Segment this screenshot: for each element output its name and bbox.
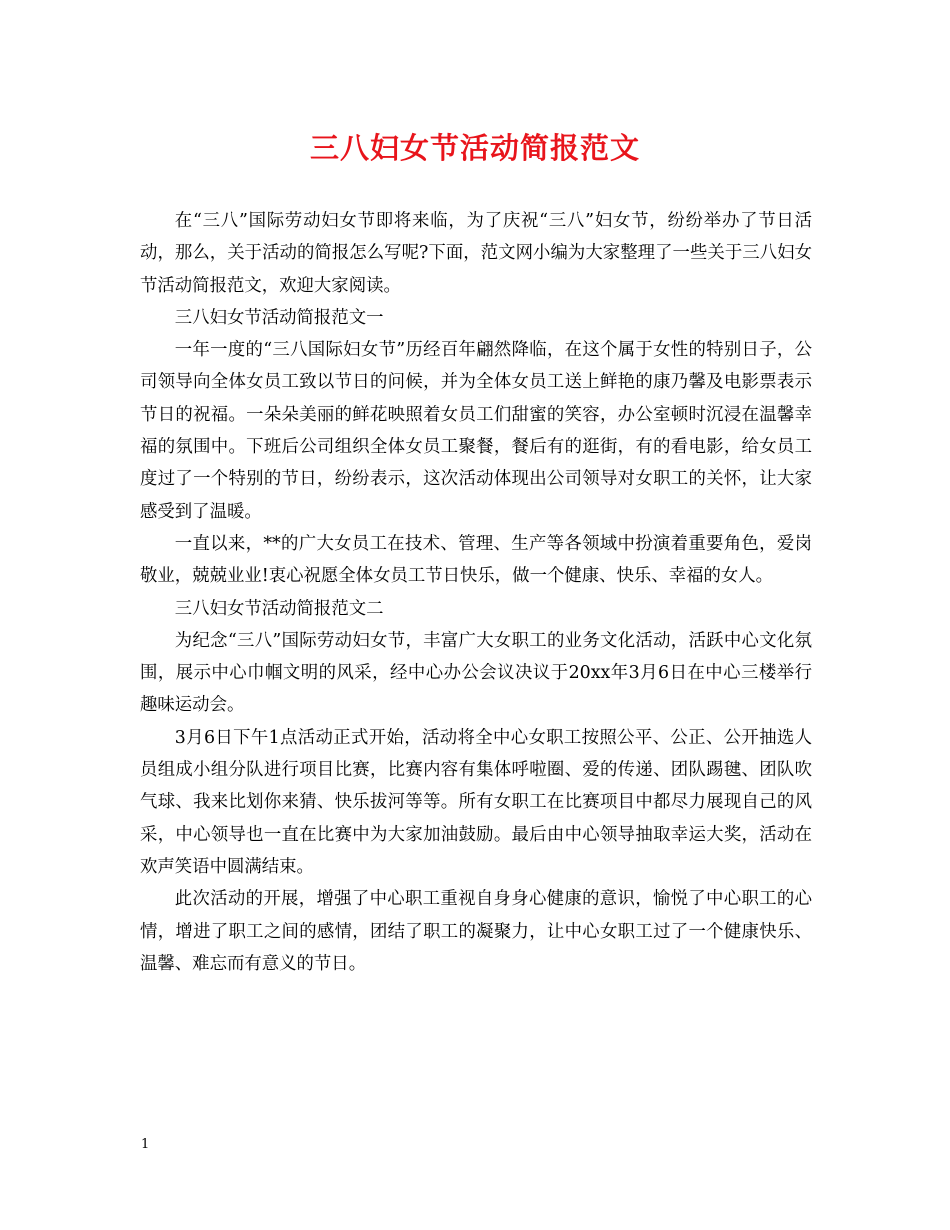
document-body bbox=[140, 205, 812, 980]
document-title: 三八妇女节活动简报范文 bbox=[309, 131, 640, 165]
body-paragraph: 一直以来，**的广大女员工在技术、管理、生产等各领域中扮演着重要角色，爱岗敬业，兢兢业业!衷心祝愿全体女员工节日快乐，做一个健康、快乐、幸福的女人。 bbox=[140, 533, 812, 587]
body-paragraph: 此次活动的开展，增强了中心职工重视自身身心健康的意识，愉悦了中心职工的心情，增进了职工之间的感情，团结了职工的凝聚力，让中心女职工过了一个健康快乐、温馨、难忘而有意义的节日。 bbox=[140, 889, 812, 974]
section-heading-one: 三八妇女节活动简报范文一 bbox=[174, 307, 384, 328]
page-number: 1 bbox=[141, 1137, 150, 1152]
body-paragraph: 3月6日下午1点活动正式开始，活动将全中心女职工按照公平、公正、公开抽选人员组成小组分队进行项目比赛，比赛内容有集体呼啦圈、爱的传递、团队踢毽、团队吹气球、我来比划你来猜、快乐拔河等等。所有女职工在比赛项目中都尽力展现自己的风采，中心领导也一直在比赛中为大家加油鼓励。最后由中心领导抽取幸运大奖，活动在欢声笑语中圆满结束。 bbox=[140, 727, 812, 877]
section-heading-two: 三八妇女节活动简报范文二 bbox=[174, 598, 384, 619]
body-paragraph: 为纪念“三八”国际劳动妇女节，丰富广大女职工的业务文化活动，活跃中心文化氛围，展示中心巾帼文明的风采，经中心办公会议决议于20xx年3月6日在中心三楼举行趣味运动会。 bbox=[140, 630, 812, 716]
intro-paragraph: 在“三八”国际劳动妇女节即将来临，为了庆祝“三八”妇女节，纷纷举办了节日活动，那么，关于活动的简报怎么写呢?下面，范文网小编为大家整理了一些关于三八妇女节活动简报范文，欢迎大家阅读。 bbox=[140, 211, 812, 296]
body-paragraph: 一年一度的“三八国际妇女节”历经百年翩然降临，在这个属于女性的特别日子，公司领导向全体女员工致以节日的问候，并为全体女员工送上鲜艳的康乃馨及电影票表示节日的祝福。一朵朵美丽的鲜花映照着女员工们甜蜜的笑容，办公室顿时沉浸在温馨幸福的氛围中。下班后公司组织全体女员工聚餐，餐后有的逛街，有的看电影，给女员工度过了一个特别的节日，纷纷表示，这次活动体现出公司领导对女职工的关怀，让大家感受到了温暖。 bbox=[140, 340, 812, 522]
